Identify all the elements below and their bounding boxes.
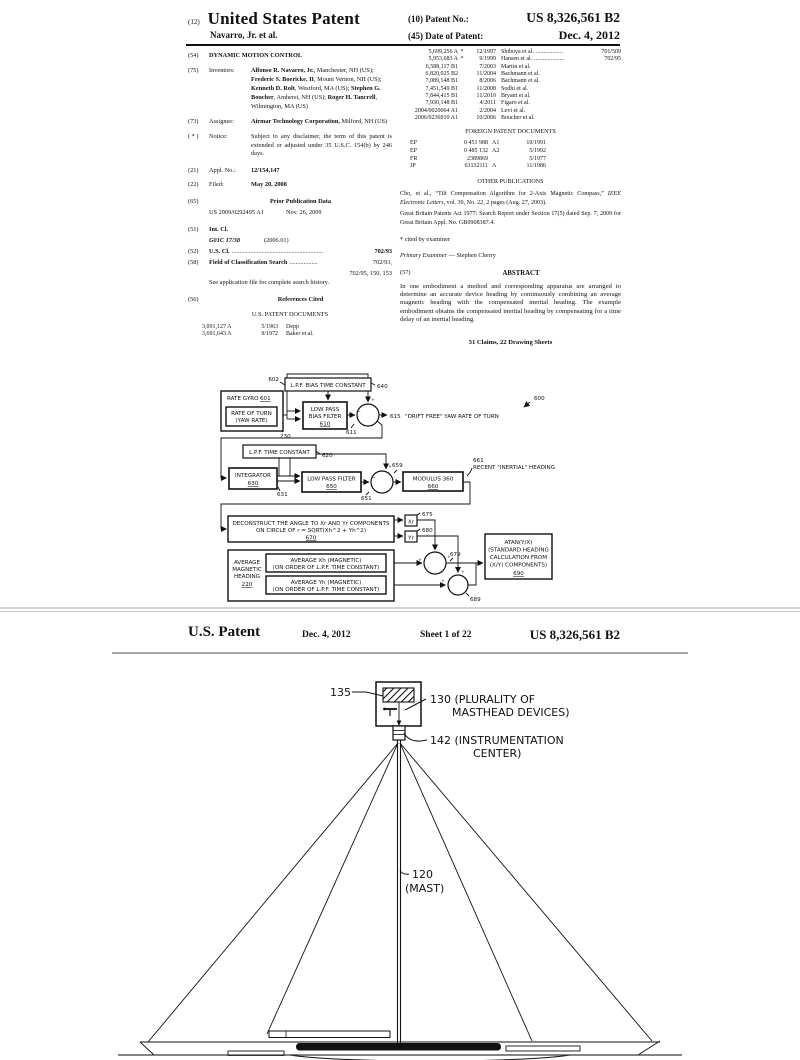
p2-date: Dec. 4, 2012 — [302, 630, 351, 640]
ref-130b: MASTHEAD DEVICES) — [452, 706, 570, 719]
p2-header-rule — [112, 652, 688, 654]
wind-vane-tip — [383, 708, 386, 711]
ref-675: 675 — [422, 512, 433, 518]
sign-minus: − — [357, 410, 361, 415]
notice-num: ( * ) — [188, 132, 199, 140]
label-xr: Xr — [407, 519, 415, 526]
deck-rail-right — [506, 1046, 580, 1051]
ref-679: 679 — [450, 552, 461, 558]
assignee-label: Assignee: — [209, 117, 234, 125]
inventor-name: Alfonso R. Navarro, Jr. — [251, 66, 314, 74]
ref-230: 230 — [280, 434, 291, 440]
biblio-right-column — [400, 49, 621, 347]
forestay-line — [148, 743, 398, 1042]
label-yr: Yr — [408, 535, 414, 542]
intcl-year: (2006.01) — [263, 237, 289, 245]
intcl-label: Int. Cl. — [209, 226, 229, 234]
label-lpf-bias-tc: L.P.F. BIAS TIME CONSTANT — [290, 383, 366, 389]
ref-630: 630 — [247, 481, 259, 487]
patent-date: Dec. 4, 2012 — [558, 28, 620, 42]
scan-page-divider-2 — [0, 611, 800, 612]
sign-minus: − — [372, 476, 376, 481]
label-heading: HEADING — [233, 574, 261, 580]
usdocs-list — [188, 324, 392, 340]
kind-code: (12) — [188, 18, 200, 26]
ref-670: 670 — [305, 535, 317, 542]
scan-page-divider — [0, 607, 800, 609]
label-lpf-tc: L.P.F. TIME CONSTANT — [249, 450, 310, 456]
prior-pub-row — [209, 209, 392, 218]
ref-220: 220 — [241, 582, 253, 588]
prior-pub-date: Nov. 26, 2009 — [285, 209, 322, 217]
label-avg-yh-2: (ON ORDER OF L.P.F. TIME CONSTANT) — [272, 587, 380, 593]
label-recent-inertial: RECENT "INERTIAL" HEADING — [473, 465, 556, 471]
field-54-num: (54) — [188, 52, 199, 59]
abstract-text: In one embodiment a method and corresponding apparatus are arranged to determine an accurate device heading by continuously combining an average magnetic heading with the compensated inertial heading. The example embodiment obtains the compensated inertial heading by compensating for a time delay of an inertial heading. — [400, 282, 621, 323]
field-65-num: (65) — [188, 198, 199, 206]
label-modulus-360: MODULUS 360 — [412, 476, 454, 483]
date-label: (45) Date of Patent: — [408, 31, 484, 41]
ref-600: 600 — [534, 396, 545, 402]
assignee-name: Airmar Technology Corporation, — [251, 117, 340, 125]
label-bias-filter: BIAS FILTER — [308, 414, 342, 420]
filed-date: May 20, 2008 — [251, 181, 287, 189]
p2-sheet: Sheet 1 of 22 — [420, 630, 472, 640]
inventor-name: Roger H. Tancrell — [327, 93, 376, 101]
fig6-block-diagram — [183, 366, 628, 614]
field-56-num: (56) — [188, 295, 199, 303]
label-magnetic: MAGNETIC — [232, 567, 262, 573]
header-right — [408, 10, 620, 43]
sign-plus: + — [388, 465, 392, 470]
fig1-sailboat — [100, 663, 700, 1060]
masthead-sensor-hatched — [383, 688, 414, 702]
intcl-row — [209, 237, 392, 246]
stern-line — [638, 1041, 660, 1055]
label-average: AVERAGE — [233, 560, 261, 566]
uscl-label: U.S. Cl. — [209, 248, 230, 255]
label-rate-gyro: RATE GYRO — [227, 396, 259, 402]
sign-plus: + — [418, 558, 422, 563]
field-75 — [188, 67, 392, 112]
field-search-note: See application file for complete search history. — [209, 278, 330, 286]
field-search-value2: 702/95, 150, 153 — [349, 269, 392, 277]
abstract-header — [400, 269, 621, 279]
biblio-left-column — [188, 52, 392, 339]
field-73-num: (73) — [188, 117, 199, 125]
notice-text: Subject to any disclaimer, the term of this patent is extended or adjusted under 35 U.S.C. 154(b) by 246 days. — [251, 132, 392, 158]
field-search-label: Field of Classification Search — [209, 258, 288, 266]
publication-2: Great Britain Patents Act 1977: Search Report under Section 17(5) dated Sep. 7, 2009 for Great Britain Appl. No. GB0908387.4. — [400, 211, 621, 226]
field-52-num: (52) — [188, 248, 199, 255]
filed-label: Filed: — [209, 181, 224, 189]
publication-1: Cho, et al., “Tilt Compensation Algorithm for 2-Axis Magnetic Compass,” IEEE Electronic Letters, vol. 39, No. 22, 2 pages (Aug. 27, 2003). — [400, 190, 621, 206]
inventor-loc: , Wilmington, MA (US) — [251, 93, 378, 110]
label-atan: ATAN(Y/X) — [504, 540, 533, 546]
foreign-citations — [400, 140, 621, 171]
summing-junction-651 — [371, 471, 393, 493]
ref-120b: (MAST) — [405, 882, 445, 895]
uscl-dots: .......................................................... — [231, 248, 323, 255]
field-51-num: (51) — [188, 226, 199, 234]
foreign-title: FOREIGN PATENT DOCUMENTS — [465, 128, 556, 136]
field-notice — [188, 133, 392, 160]
boom-black-bar — [296, 1043, 501, 1051]
field-75-num: (75) — [188, 66, 199, 74]
field-51 — [188, 226, 392, 235]
label-low-pass-filter: LOW PASS FILTER — [307, 476, 356, 483]
field-search-dots: .................. — [289, 258, 318, 266]
field-22-num: (22) — [188, 181, 199, 189]
field-54 — [188, 52, 392, 61]
ref-142b: CENTER) — [473, 747, 522, 760]
inventor-name: Stephen G. Boucher — [251, 84, 381, 101]
inventors-text — [251, 67, 392, 112]
ref-610: 610 — [319, 421, 331, 428]
sign-plus: + — [371, 398, 375, 403]
label-avg-xh-2: (ON ORDER OF L.P.F. TIME CONSTANT) — [272, 565, 380, 571]
notice-label: Notice: — [209, 132, 228, 140]
header-rule — [186, 44, 620, 46]
leader-142 — [404, 733, 427, 741]
field-58-num: (58) — [188, 258, 199, 266]
inventor-loc: , Amherst, NH (US); — [273, 93, 328, 101]
field-56 — [188, 296, 392, 305]
label-atan-3: CALCULATION FROM — [489, 555, 548, 561]
usdoc-row: 3,091,127 A 5/1963 Depp — [202, 323, 299, 330]
summing-junction-679 — [424, 552, 446, 574]
sign-plus: + — [441, 579, 445, 584]
intcl-class: G01C 17/38 — [209, 237, 240, 245]
claims-line: 31 Claims, 22 Drawing Sheets — [468, 338, 553, 346]
p2-patent-no: US 8,326,561 B2 — [529, 627, 620, 642]
patent-no-label: (10) Patent No.: — [408, 14, 469, 24]
cited-by-examiner: * cited by examiner — [400, 236, 450, 244]
inventor-name: Kenneth D. Rolt — [251, 84, 295, 92]
ref-142: 142 (INSTRUMENTATION — [430, 734, 564, 747]
page-title: United States Patent — [207, 9, 360, 28]
summing-junction-689 — [448, 575, 468, 595]
field-73 — [188, 118, 392, 127]
ref-689: 689 — [470, 597, 481, 603]
hull-bottom-curve — [290, 1055, 570, 1060]
field-65 — [188, 198, 392, 207]
inventor-name: Frederic S. Boericke, II — [251, 75, 315, 83]
field-21 — [188, 167, 392, 176]
ref-680: 680 — [422, 528, 433, 534]
ref-615: 615 — [390, 414, 401, 420]
ref-601: 601 — [260, 396, 271, 402]
abstract-title: ABSTRACT — [502, 270, 540, 278]
prior-pub-title: Prior Publication Data — [269, 198, 332, 206]
leader-120 — [400, 870, 409, 874]
label-integrator: INTEGRATOR — [235, 473, 271, 479]
sign-plus: + — [447, 555, 451, 560]
label-yaw-rate: (YAW RATE) — [235, 418, 268, 424]
citation-row: 7,930,148 B1 4/2011 Figaro et al. — [425, 100, 530, 107]
usdocs-title: U.S. PATENT DOCUMENTS — [251, 310, 329, 318]
foreign-row: FR 2389869 5/1977 — [410, 155, 546, 162]
citation-row: 7,451,549 B1 11/2008 Sodhi et al. — [425, 85, 529, 92]
label-deconstruct-2: ON CIRCLE OF r = SQRT(Xh^2 + Yh^2) — [255, 528, 367, 534]
label-rate-of-turn: RATE OF TURN — [231, 411, 272, 417]
ref-620: 620 — [322, 453, 333, 459]
ref-611: 611 — [346, 430, 357, 436]
ref-135: 135 — [330, 686, 351, 699]
citation-row: 5,953,683 A * 9/1999 Hansen et al. .................... 702/95 — [428, 56, 621, 63]
citation-row: 2004/0020064 A1 2/2004 Levi et al. — [414, 107, 526, 114]
invention-title: DYNAMIC MOTION CONTROL — [209, 52, 303, 59]
abstract-num: (57) — [400, 269, 411, 277]
citation-row: 6,820,025 B2 11/2004 Bachmann et al. — [425, 70, 540, 77]
header-authors: Navarro, Jr. et al. — [210, 30, 278, 40]
foreign-row: EP 0 485 132 A2 5/1992 — [410, 147, 546, 154]
header-left — [188, 9, 360, 40]
citation-row: 7,089,148 B1 8/2006 Bachmann et al. — [425, 78, 540, 85]
ref-120: 120 — [412, 868, 433, 881]
ref-130: 130 (PLURALITY OF — [430, 693, 536, 706]
ref-651: 651 — [361, 496, 372, 502]
inventor-loc: , Manchester, NH (US); — [313, 66, 374, 74]
usdoc-row: 3,691,643 A 9/1972 Baker et al. — [202, 331, 314, 338]
field-22 — [188, 181, 392, 190]
summing-junction-611 — [357, 404, 379, 426]
inner-forestay-line — [267, 743, 398, 1034]
foreign-row: EP 0 451 988 A1 10/1991 — [410, 139, 546, 146]
ref-661: 661 — [473, 458, 484, 464]
us-citations — [400, 49, 621, 122]
boom-spar — [269, 1031, 390, 1038]
examiner-row: Primary Examiner — Stephen Cherry — [400, 252, 496, 260]
appl-no: 12/154,147 — [251, 167, 280, 175]
label-low-pass: LOW PASS — [310, 407, 340, 413]
ref-690: 690 — [513, 571, 524, 577]
label-deconstruct-1: DECONSTRUCT THE ANGLE TO Xr AND Yr COMPONENTS — [232, 521, 390, 527]
field-search-value: 702/93, — [372, 258, 392, 266]
bow-line — [140, 1042, 154, 1055]
ref-659: 659 — [392, 463, 403, 469]
instrumentation-center-box — [393, 726, 405, 740]
label-avg-yh: AVERAGE Yh (MAGNETIC) — [290, 580, 362, 586]
ref-650: 650 — [326, 484, 337, 490]
inventor-loc: , Mount Vernon, NH (US); — [314, 75, 382, 83]
citation-row: 6,588,117 B1 7/2003 Martin et al. — [425, 63, 531, 70]
patent-no: US 8,326,561 B2 — [526, 10, 620, 25]
ref-602: 602 — [268, 377, 279, 383]
label-avg-xh: AVERAGE Xh (MAGNETIC) — [290, 558, 362, 564]
ref-640: 640 — [377, 384, 388, 390]
citation-row: 5,699,256 A * 12/1997 Shibuya et al. .................. 701/509 — [428, 49, 621, 55]
field-52 — [188, 248, 392, 257]
field-21-num: (21) — [188, 167, 199, 175]
uscl-value: 702/93 — [374, 248, 392, 255]
field-58 — [188, 259, 392, 268]
p2-title: U.S. Patent — [188, 624, 261, 640]
references-title: References Cited — [277, 295, 324, 303]
sign-plus: + — [461, 570, 465, 575]
inventors-label: Inventors: — [209, 66, 235, 74]
label-drift-free: "DRIFT FREE" YAW RATE OF TURN — [405, 414, 499, 420]
prior-pub-no: US 2009/0292495 A1 — [209, 209, 264, 217]
assignee-text — [251, 118, 392, 127]
label-atan-2: (STANDARD HEADING — [488, 547, 549, 554]
foreign-row: JP 63132111 A 11/1986 — [410, 163, 546, 170]
assignee-loc: Milford, NH (US) — [341, 117, 388, 125]
inventor-loc: , Westford, MA (US); — [294, 84, 351, 92]
label-atan-4: (X/Y) COMPONENTS) — [489, 562, 548, 569]
citation-row: 2006/0236910 A1 10/2006 Boucher et al. — [414, 114, 535, 121]
ref-660: 660 — [427, 484, 439, 490]
appl-label: Appl. No.: — [209, 167, 236, 175]
citation-row: 7,844,415 B1 11/2010 Bryant et al. — [425, 92, 531, 99]
other-pubs-title: OTHER PUBLICATIONS — [477, 178, 544, 186]
ref-631: 631 — [277, 492, 288, 498]
